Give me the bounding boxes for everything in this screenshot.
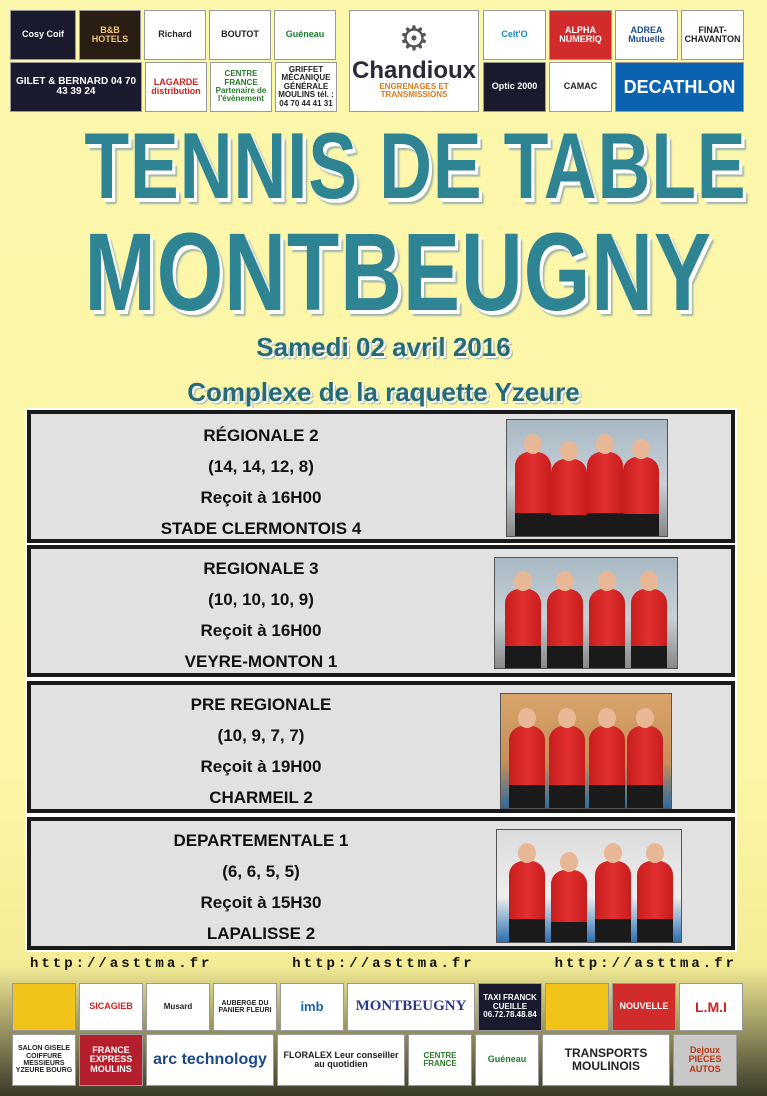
sponsor-logo: Musard	[146, 983, 210, 1031]
website-links	[0, 956, 767, 972]
sponsor-logo: FLORALEX Leur conseiller au quotidien	[277, 1034, 405, 1086]
sponsor-row-top-1	[10, 10, 336, 60]
match-opponent: CHARMEIL 2	[209, 788, 313, 807]
sponsor-logo: CENTRE FRANCE	[408, 1034, 472, 1086]
player-figure	[549, 726, 585, 808]
event-date: Samedi 02 avril 2016	[256, 332, 511, 362]
sponsor-row-top-2	[10, 62, 337, 112]
sponsor-logo: FRANCE EXPRESS MOULINS	[79, 1034, 143, 1086]
sponsor-row-top-2-right	[483, 62, 744, 112]
match-details	[31, 689, 491, 813]
match-opponent: STADE CLERMONTOIS 4	[160, 519, 362, 538]
sponsor-logo: Guéneau	[475, 1034, 539, 1086]
match-panel	[27, 817, 735, 950]
sponsor-logo: GILET & BERNARD 04 70 43 39 24	[10, 62, 142, 112]
sponsor-logo: CENTRE FRANCE Partenaire de l'évènement	[210, 62, 272, 112]
match-division: REGIONALE 3	[203, 559, 319, 578]
sponsor-row-top-1-right	[483, 10, 744, 60]
sponsor-logo: TAXI FRANCK CUEILLE 06.72.78.48.84	[478, 983, 542, 1031]
sponsor-logo: MONTBEUGNY	[347, 983, 475, 1031]
website-link[interactable]: http://asttma.fr	[554, 956, 737, 972]
sponsor-logo: Dejoux PIECES AUTOS	[673, 1034, 737, 1086]
sponsor-logo	[12, 983, 76, 1031]
sponsor-logo: Cosy Coif	[10, 10, 76, 60]
gear-icon: ⚙	[398, 20, 430, 59]
sponsor-logo: TRANSPORTS MOULINOIS	[542, 1034, 670, 1086]
sponsor-logo: SICAGIEB	[79, 983, 143, 1031]
website-link[interactable]: http://asttma.fr	[30, 956, 213, 972]
chandioux-name: Chandioux	[352, 56, 476, 84]
sponsor-logo: Richard	[144, 10, 206, 60]
match-division: PRE REGIONALE	[190, 695, 332, 714]
sponsor-logo: Celt'O	[483, 10, 546, 60]
sponsor-logo: imb	[280, 983, 344, 1031]
match-opponent: LAPALISSE 2	[206, 924, 316, 943]
team-photo	[500, 693, 672, 809]
sponsor-logo: LAGARDE distribution	[145, 62, 207, 112]
website-link[interactable]: http://asttma.fr	[292, 956, 475, 972]
player-figure	[587, 452, 623, 536]
player-figure	[551, 459, 587, 536]
player-figure	[589, 726, 625, 808]
match-division: RÉGIONALE 2	[203, 426, 319, 445]
sponsor-row-bottom-2	[12, 1034, 737, 1086]
chandioux-tagline: ENGRENAGES ET TRANSMISSIONS	[379, 82, 449, 100]
match-panel	[27, 681, 735, 813]
match-details	[31, 553, 491, 677]
player-figure	[595, 861, 631, 942]
player-figure	[509, 726, 545, 808]
match-time: Reçoit à 19H00	[200, 757, 322, 776]
sponsor-logo: arc technology	[146, 1034, 274, 1086]
sponsor-logo: DECATHLON	[615, 62, 744, 112]
team-photo	[506, 419, 668, 537]
match-scores: (10, 9, 7, 7)	[217, 726, 305, 745]
poster-title-line1: TENNIS DE TABLE	[84, 113, 747, 218]
sponsor-logo: ALPHA NUMERIQ	[549, 10, 612, 60]
sponsor-logo	[545, 983, 609, 1031]
match-details	[31, 825, 491, 949]
player-figure	[627, 726, 663, 808]
match-panel	[27, 545, 735, 677]
sponsor-logo: SALON GISELE COIFFURE MESSIEURS YZEURE BOURG	[12, 1034, 76, 1086]
match-scores: (14, 14, 12, 8)	[208, 457, 314, 476]
sponsor-logo: ADREA Mutuelle	[615, 10, 678, 60]
player-figure	[631, 589, 667, 668]
team-photo	[496, 829, 682, 943]
sponsor-logo: L.M.I	[679, 983, 743, 1031]
player-figure	[515, 452, 551, 536]
match-time: Reçoit à 15H30	[200, 893, 322, 912]
team-photo	[494, 557, 678, 669]
player-figure	[623, 457, 659, 536]
match-panel	[27, 410, 735, 543]
sponsor-logo: FINAT-CHAVANTON	[681, 10, 744, 60]
player-figure	[547, 589, 583, 668]
player-figure	[509, 861, 545, 942]
event-venue: Complexe de la raquette Yzeure	[187, 377, 580, 407]
match-details	[31, 420, 491, 544]
sponsor-chandioux	[349, 10, 479, 112]
player-figure	[505, 589, 541, 668]
sponsor-logo: GRIFFET MÉCANIQUE GÉNÉRALE MOULINS tél. : 04 70 44 41 31	[275, 62, 337, 112]
sponsor-logo: CAMAC	[549, 62, 612, 112]
poster-title-line2: MONTBEUGNY	[84, 211, 712, 334]
player-figure	[589, 589, 625, 668]
sponsor-logo: Guéneau	[274, 10, 336, 60]
sponsor-logo: AUBERGE DU PANIER FLEURI	[213, 983, 277, 1031]
sponsor-row-bottom-1	[12, 983, 743, 1031]
sponsor-logo: Optic 2000	[483, 62, 546, 112]
match-division: DEPARTEMENTALE 1	[173, 831, 349, 850]
match-scores: (10, 10, 10, 9)	[208, 590, 314, 609]
player-figure	[551, 870, 587, 942]
player-figure	[637, 861, 673, 942]
sponsor-logo: BOUTOT	[209, 10, 271, 60]
match-scores: (6, 6, 5, 5)	[222, 862, 300, 881]
sponsor-logo: NOUVELLE	[612, 983, 676, 1031]
match-opponent: VEYRE-MONTON 1	[184, 652, 338, 671]
match-time: Reçoit à 16H00	[200, 621, 322, 640]
sponsor-logo: B&B HOTELS	[79, 10, 141, 60]
match-time: Reçoit à 16H00	[200, 488, 322, 507]
